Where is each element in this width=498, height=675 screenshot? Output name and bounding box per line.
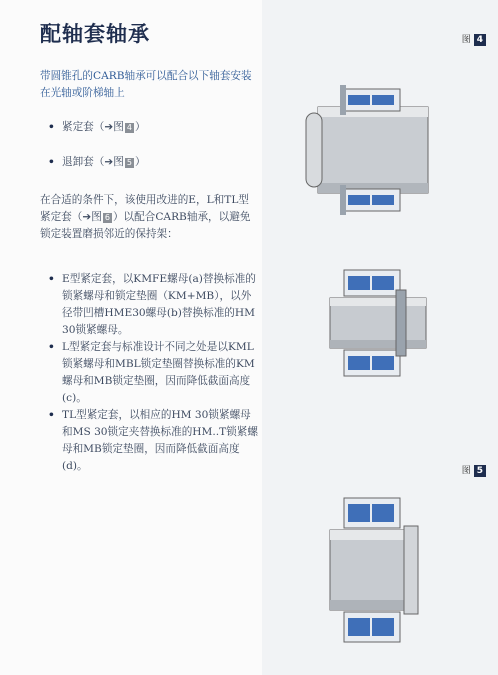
figure-4-drawing-top [300, 75, 440, 225]
list-item-text: 紧定套（➔图 [62, 121, 124, 133]
figure-ref-badge[interactable]: 6 [104, 213, 110, 222]
figure-5-label [462, 463, 486, 477]
figure-label-text: 图 [461, 466, 471, 476]
list-item [42, 154, 242, 171]
list-item-text-end: ） [134, 121, 146, 133]
figure-ref-badge[interactable]: 5 [126, 158, 132, 167]
figure-4-label [462, 32, 486, 46]
list-item-text-end: ） [134, 156, 146, 168]
conditions-text-a: 在合适的条件下，该使用改进的E，L和TL型紧定套（➔图 [40, 194, 249, 223]
list-item: • E型紧定套，以KMFE螺母(a)替换标准的锁紧螺母和锁定垫圈（KM+MB），以外径带凹槽HME30螺母(b)替换标准的HM 30锁紧螺母。 [42, 271, 260, 339]
list-item [42, 119, 242, 136]
figure-5-drawing [320, 490, 430, 650]
list-item: • L型紧定套与标准设计不同之处是以KML锁紧螺母和MBL锁定垫圈替换标准的KM螺母和MB锁定垫圈，因而降低截面高度(c)。 [42, 339, 260, 407]
figure-label-text: 图 [461, 35, 471, 45]
figure-4-drawing-middle [310, 262, 430, 382]
sleeve-type-list [42, 119, 242, 189]
figure-ref-badge[interactable]: 4 [126, 123, 132, 132]
list-item-text: 退卸套（➔图 [62, 156, 124, 168]
page-title: 配轴套轴承 [40, 22, 150, 46]
intro-paragraph: 带圆锥孔的CARB轴承可以配合以下轴套安装在光轴或阶梯轴上 [40, 70, 252, 99]
conditions-text-b: ）以配合CARB轴承，以避免锁定装置磨损邻近的保持架： [40, 211, 251, 240]
conditions-paragraph [40, 192, 258, 243]
figure-number-badge: 4 [474, 34, 486, 46]
sleeve-variant-list [42, 271, 260, 475]
list-item: • TL型紧定套，以相应的HM 30锁紧螺母和MS 30锁定夹替换标准的HM..T锁紧螺母和MB锁定垫圈，因而降低截面高度(d)。 [42, 407, 260, 475]
figure-number-badge: 5 [474, 465, 486, 477]
